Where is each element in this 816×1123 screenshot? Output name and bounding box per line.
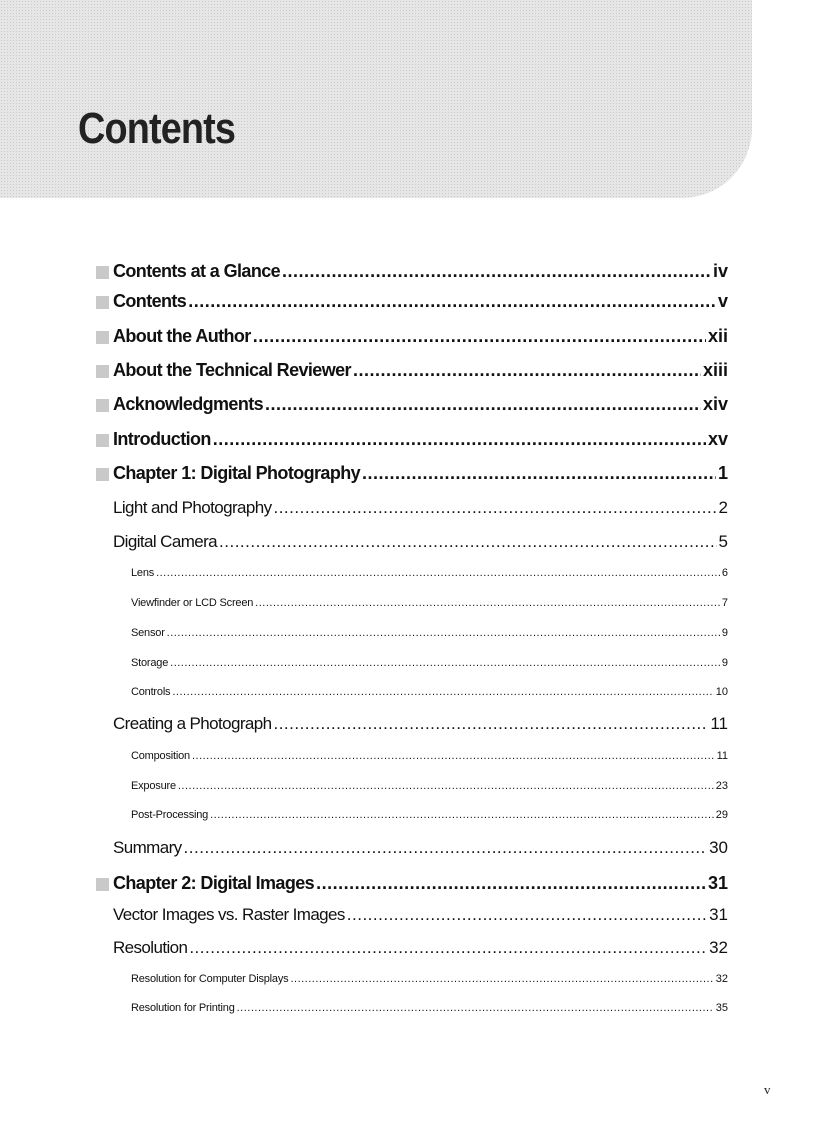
toc-entry-label: Digital Camera: [113, 532, 218, 551]
dot-leader: [362, 463, 716, 484]
toc-entry-label: Light and Photography: [113, 498, 272, 517]
dot-leader: [189, 938, 707, 958]
dot-leader: [219, 532, 717, 552]
toc-entry[interactable]: [131, 809, 728, 821]
dot-leader: [290, 973, 713, 985]
toc-entry[interactable]: [113, 326, 728, 347]
square-bullet-icon: [96, 878, 109, 891]
toc-entry-label: Chapter 1: Digital Photography: [113, 463, 361, 483]
square-bullet-icon: [96, 331, 109, 344]
dot-leader: [213, 429, 706, 450]
toc-entry[interactable]: [113, 532, 728, 552]
dot-leader: [172, 686, 713, 698]
square-bullet-icon: [96, 296, 109, 309]
toc-entry-label: About the Author: [113, 326, 251, 346]
page-number: v: [764, 1082, 771, 1097]
toc-entry-label: Storage: [131, 657, 169, 669]
toc-entry-label: Controls: [131, 686, 171, 698]
dot-leader: [273, 714, 708, 734]
toc-entry-label: Viewfinder or LCD Screen: [131, 597, 254, 609]
toc-entry-label: Contents: [113, 291, 187, 311]
toc-entry-page: iv: [712, 261, 728, 281]
dot-leader: [253, 326, 706, 347]
dot-leader: [210, 809, 714, 821]
dot-leader: [255, 597, 720, 609]
toc-entry-label: Contents at a Glance: [113, 261, 281, 281]
toc-entry-label: Summary: [113, 838, 182, 857]
square-bullet-icon: [96, 468, 109, 481]
toc-entry-page: 5: [718, 532, 728, 551]
toc-entry[interactable]: [113, 463, 728, 484]
toc-entry-page: 2: [718, 498, 728, 517]
toc-entry-page: 6: [721, 567, 728, 579]
toc-entry-label: Resolution for Computer Displays: [131, 973, 289, 985]
toc-entry[interactable]: [131, 597, 728, 609]
toc-entry-page: xiii: [702, 360, 728, 380]
dot-leader: [316, 873, 706, 894]
toc-entry-page: 7: [721, 597, 728, 609]
dot-leader: [282, 261, 711, 282]
toc-entry-page: 32: [715, 973, 728, 985]
toc-entry[interactable]: [113, 429, 728, 450]
toc-entry[interactable]: [131, 686, 728, 698]
toc-entry-page: 9: [721, 627, 728, 639]
toc-entry-page: xiv: [702, 394, 728, 414]
toc-entry[interactable]: [113, 905, 728, 925]
toc-entry[interactable]: [131, 780, 728, 792]
page-title: Contents: [78, 104, 236, 153]
toc-entry[interactable]: [131, 567, 728, 579]
toc-entry-label: Introduction: [113, 429, 211, 449]
toc-entry[interactable]: [113, 838, 728, 858]
toc-entry-label: Composition: [131, 750, 190, 762]
toc-entry[interactable]: [113, 360, 728, 381]
toc-entry-page: 29: [715, 809, 728, 821]
toc-entry-label: Post-Processing: [131, 809, 209, 821]
toc-entry-label: Creating a Photograph: [113, 714, 272, 733]
toc-entry-page: 31: [709, 905, 728, 924]
toc-entry-page: 10: [715, 686, 728, 698]
square-bullet-icon: [96, 434, 109, 447]
square-bullet-icon: [96, 399, 109, 412]
toc-entry[interactable]: [131, 627, 728, 639]
dot-leader: [167, 627, 720, 639]
square-bullet-icon: [96, 365, 109, 378]
header-band: [0, 0, 752, 198]
toc-entry-label: Resolution: [113, 938, 188, 957]
toc-entry-page: v: [717, 291, 728, 311]
toc-entry[interactable]: [131, 750, 728, 762]
toc-entry-label: Acknowledgments: [113, 394, 264, 414]
dot-leader: [192, 750, 715, 762]
dot-leader: [347, 905, 707, 925]
dot-leader: [184, 838, 708, 858]
toc-entry[interactable]: [113, 394, 728, 415]
square-bullet-icon: [96, 266, 109, 279]
dot-leader: [188, 291, 716, 312]
toc-entry-page: 32: [709, 938, 728, 957]
toc-entry-page: 35: [715, 1002, 728, 1014]
toc-entry-page: 23: [715, 780, 728, 792]
toc-entry[interactable]: [113, 498, 728, 518]
toc-entry[interactable]: [113, 873, 728, 894]
dot-leader: [273, 498, 716, 518]
toc-entry-page: xv: [707, 429, 728, 449]
toc-entry-label: Resolution for Printing: [131, 1002, 235, 1014]
dot-leader: [237, 1002, 714, 1014]
toc-entry-page: 11: [710, 714, 728, 733]
toc-entry-page: 31: [707, 873, 728, 893]
dot-leader: [156, 567, 720, 579]
toc-entry-label: Exposure: [131, 780, 176, 792]
dot-leader: [170, 657, 720, 669]
toc-entry-label: Lens: [131, 567, 155, 579]
toc-entry[interactable]: [131, 1002, 728, 1014]
dot-leader: [265, 394, 701, 415]
toc-entry[interactable]: [113, 291, 728, 312]
toc-entry[interactable]: [113, 714, 728, 734]
toc-entry[interactable]: [131, 657, 728, 669]
toc-entry-page: 30: [709, 838, 728, 857]
toc-entry-label: Sensor: [131, 627, 165, 639]
toc-entry-page: 9: [721, 657, 728, 669]
toc-entry[interactable]: [113, 261, 728, 282]
toc-entry-label: Vector Images vs. Raster Images: [113, 905, 345, 924]
toc-entry[interactable]: [131, 973, 728, 985]
toc-entry-label: About the Technical Reviewer: [113, 360, 351, 380]
toc-entry[interactable]: [113, 938, 728, 958]
toc-entry-page: 11: [716, 750, 728, 762]
dot-leader: [353, 360, 701, 381]
toc-entry-label: Chapter 2: Digital Images: [113, 873, 315, 893]
dot-leader: [178, 780, 714, 792]
toc-entry-page: 1: [717, 463, 728, 483]
toc-entry-page: xii: [707, 326, 728, 346]
